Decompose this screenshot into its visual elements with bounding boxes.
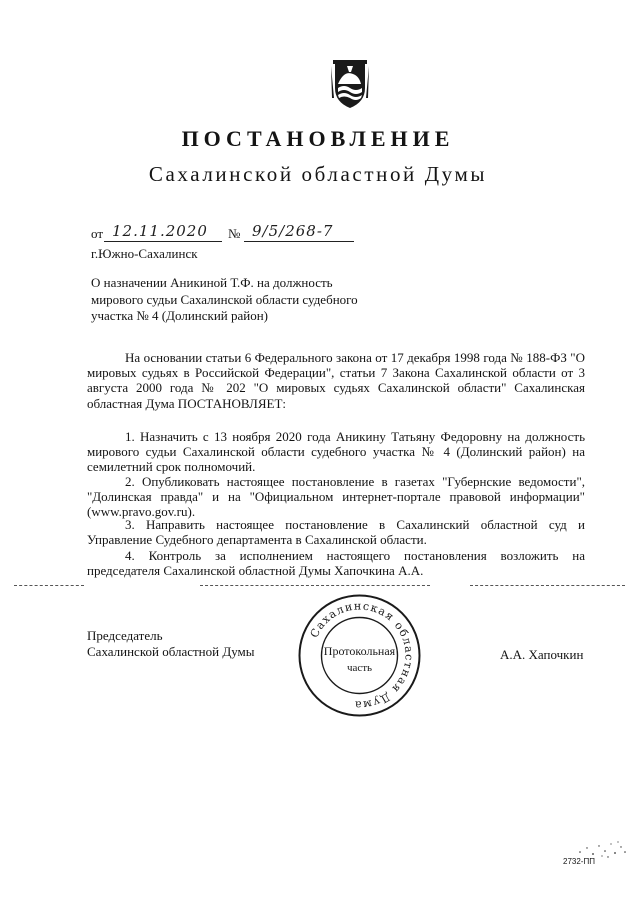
date-prefix: от <box>91 226 104 241</box>
seal-ring-text: Сахалинская областная Дума <box>307 599 416 712</box>
coat-of-arms-icon <box>329 54 371 110</box>
official-seal-stamp <box>297 593 422 718</box>
signatory-position-line1: Председатель <box>87 628 163 643</box>
resolution-item-1: 1. Назначить с 13 ноября 2020 года Аникину Татьяну Федоровну на должность мирового судьи Сахалинской области судебного участка № 4 (Долинский район) на семилетний срок полномочий. <box>87 429 585 475</box>
resolution-item-4: 4. Контроль за исполнением настоящего постановления возложить на председателя Сахалинской областной Думы Хапочкина А.А. <box>87 548 585 579</box>
resolution-item-2: 2. Опубликовать настоящее постановление в газетах "Губернские ведомости", "Долинская правда" и на "Официальном интернет-портале правовой информации" (www.pravo.gov.ru). <box>87 474 585 520</box>
signatory-position-line2: Сахалинской областной Думы <box>87 644 255 659</box>
document-title: ПОСТАНОВЛЕНИЕ <box>181 126 455 151</box>
signatory-name: А.А. Хапочкин <box>500 647 584 662</box>
number-underline <box>244 241 354 242</box>
preamble-paragraph: На основании статьи 6 Федерального закона от 17 декабря 1998 года № 188-ФЗ "О мировых судьях в Российской Федерации", статьи 7 Закона Сахалинской области от 3 августа 2000 года № 202 "О мировых судьях Сахалинской области" Сахалинская областная Дума ПОСТАНОВЛЯЕТ: <box>87 350 585 411</box>
seal-center-line2: часть <box>346 662 373 674</box>
document-subject: О назначении Аникиной Т.Ф. на должность мирового судьи Сахалинской области судебного участка № 4 (Долинский район) <box>91 275 358 323</box>
date-underline <box>104 241 222 242</box>
seal-center-line1: Протокольная <box>323 644 396 658</box>
signatory-position <box>87 628 255 660</box>
separator-line <box>14 585 84 586</box>
number-prefix: № <box>228 226 241 241</box>
document-date: 12.11.2020 <box>112 222 208 240</box>
separator-line <box>200 585 430 586</box>
separator-line <box>470 585 625 586</box>
document-subtitle: Сахалинской областной Думы <box>148 162 488 186</box>
resolution-item-3: 3. Направить настоящее постановление в Сахалинский областной суд и Управление Судебного департамента в Сахалинской области. <box>87 517 585 548</box>
document-city: г.Южно-Сахалинск <box>91 246 198 261</box>
footer-code: 2732-ПП <box>563 857 595 866</box>
document-number: 9/5/268-7 <box>252 222 334 240</box>
